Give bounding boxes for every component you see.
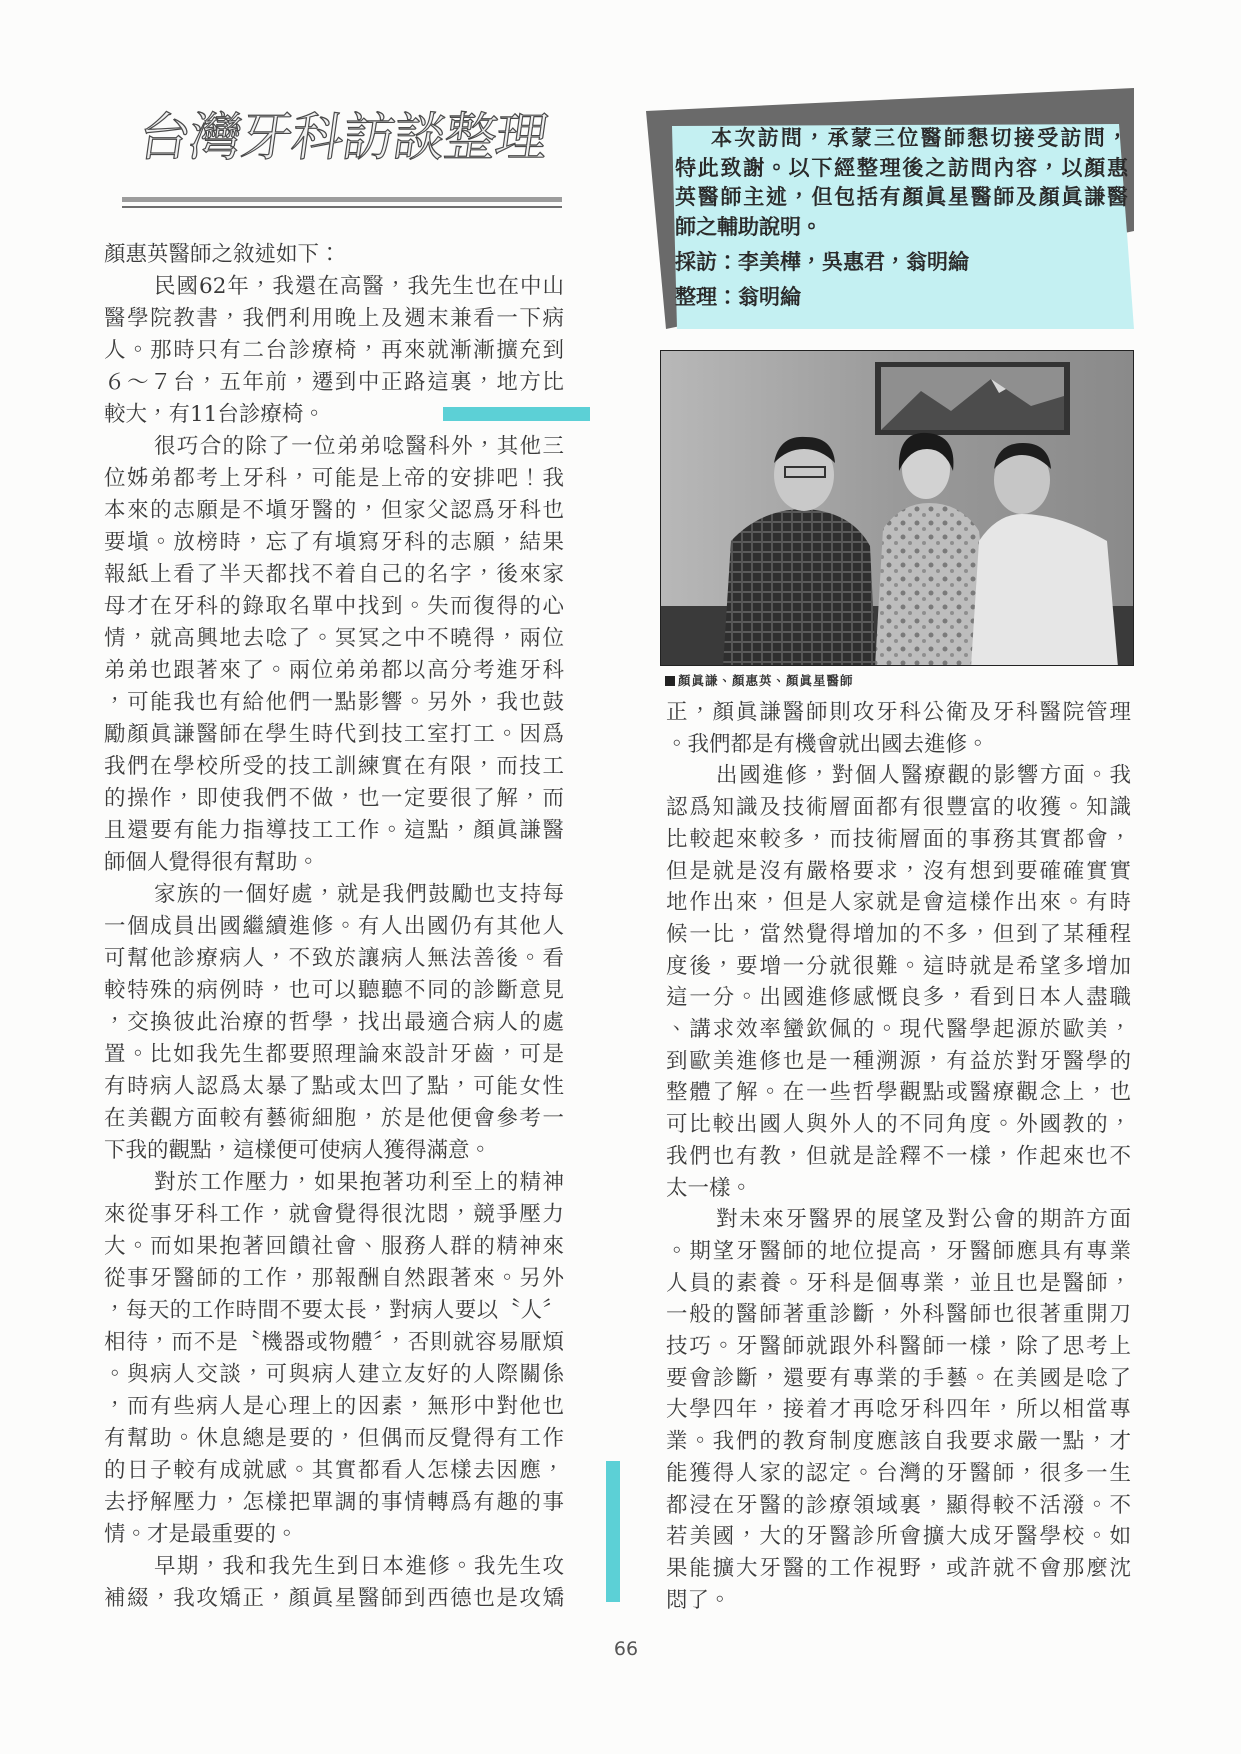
text-line: 一般的醫師著重診斷，外科醫師也很著重開刀 [666, 1302, 1131, 1328]
text-line: 人。那時只有二台診療椅，再來就漸漸擴充到 [104, 338, 564, 363]
text-line: 要會診斷，還要有專業的手藝。在美國是唸了 [666, 1365, 1131, 1391]
text-line: 業。我們的教育制度應該自我要求嚴一點，才 [666, 1429, 1131, 1455]
paragraph [104, 431, 564, 879]
interview-photo [660, 350, 1134, 666]
accent-bar-horizontal [443, 407, 590, 421]
text-line: 在美觀方面較有藝術細胞，於是他便會參考一 [104, 1106, 564, 1131]
text-line: 可比較出國人與外人的不同角度。外國教的， [666, 1112, 1131, 1138]
right-column [666, 697, 1131, 1616]
text-line: 都浸在牙醫的診療領域裏，顯得較不活潑。不 [666, 1492, 1131, 1518]
text-line: 較大，有11台診療椅。 [104, 402, 325, 427]
text-line: 能獲得人家的認定。台灣的牙醫師，很多一生 [666, 1460, 1131, 1486]
text-line: ，而有些病人是心理上的因素，無形中對他也 [104, 1394, 564, 1419]
text-line: 若美國，大的牙醫診所會擴大成牙醫學校。如 [666, 1524, 1131, 1550]
text-line: 勵顏眞謙醫師在學生時代到技工室打工。因爲 [104, 722, 564, 747]
text-line: 採訪：李美樺，吳惠君，翁明綸 [675, 248, 969, 274]
text-line: 情。才是最重要的。 [104, 1522, 298, 1547]
text-line: 相待，而不是〝機器或物體〞，否則就容易厭煩 [104, 1330, 564, 1355]
text-line: 本次訪問，承蒙三位醫師懇切接受訪問， [711, 125, 1128, 150]
text-line: 特此致謝。以下經整理後之訪問內容，以顏惠 [675, 154, 1128, 180]
paragraph [666, 1204, 1131, 1616]
editor-line [675, 282, 1128, 312]
text-line: 太一樣。 [666, 1175, 753, 1201]
paragraph [104, 1167, 564, 1551]
text-line: 出國進修，對個人醫療觀的影響方面。我 [716, 763, 1131, 789]
text-line: 整理：翁明綸 [675, 283, 801, 309]
text-line: 顏惠英醫師之敘述如下： [104, 242, 341, 267]
text-line: 師個人覺得很有幫助。 [104, 850, 320, 875]
text-line: 大。而如果抱著回饋社會、服務人群的精神來 [104, 1234, 564, 1259]
text-line: 度後，要增一分就很難。這時就是希望多增加 [666, 953, 1131, 979]
text-line: 正，顏眞謙醫師則攻牙科公衛及牙科醫院管理 [666, 700, 1131, 725]
text-line: 一個成員出國繼續進修。有人出國仍有其他人 [104, 914, 564, 939]
text-line: ，交換彼此治療的哲學，找出最適合病人的處 [104, 1010, 564, 1035]
text-line: 、講求效率蠻欽佩的。現代醫學起源於歐美， [666, 1017, 1131, 1043]
text-line: 比較起來較多，而技術層面的事務其實都會， [666, 826, 1131, 852]
text-line: 醫學院教書，我們利用晚上及週末兼看一下病 [104, 306, 564, 331]
text-line: 果能擴大牙醫的工作視野，或許就不會那麼沈 [666, 1555, 1131, 1581]
text-line: 下我的觀點，這樣便可使病人獲得滿意。 [104, 1138, 492, 1163]
caption-square-icon [665, 676, 675, 686]
text-line: 較特殊的病例時，也可以聽聽不同的診斷意見 [104, 978, 564, 1003]
text-line: 英醫師主述，但包括有顏眞星醫師及顏眞謙醫 [675, 184, 1128, 209]
text-line: 母才在牙科的錄取名單中找到。失而復得的心 [104, 594, 564, 619]
text-line: 家族的一個好處，就是我們鼓勵也支持每 [154, 882, 564, 907]
left-column [104, 239, 564, 1615]
text-line: 從事牙醫師的工作，那報酬自然跟著來。另外 [104, 1266, 564, 1291]
text-line: 可幫他診療病人，不致於讓病人無法善後。看 [104, 946, 564, 971]
paragraph-continuation [666, 697, 1131, 760]
wall-painting [875, 362, 1070, 435]
title-rule-thin [122, 206, 562, 208]
accent-bar-vertical [606, 1461, 620, 1602]
text-line: 要塡。放榜時，忘了有塡寫牙科的志願，結果 [104, 530, 564, 555]
text-line: 人員的素養。牙科是個專業，並且也是醫師， [666, 1270, 1131, 1296]
caption-text: 顏眞謙、顏惠英、顏眞星醫師 [678, 673, 854, 688]
text-line: 情，就高興地去唸了。冥冥之中不曉得，兩位 [104, 626, 564, 651]
text-line: 有時病人認爲太暴了點或太凹了點，可能女性 [104, 1074, 564, 1099]
text-line: 對於工作壓力，如果抱著功利至上的精神 [154, 1170, 564, 1195]
text-line: 整體了解。在一些哲學觀點或醫療觀念上，也 [666, 1080, 1131, 1106]
photo-caption [665, 672, 854, 690]
text-line: 來從事牙科工作，就會覺得很沈悶，競爭壓力 [104, 1202, 564, 1227]
intro-paragraph [675, 123, 1128, 241]
text-line: 悶了。 [666, 1587, 731, 1613]
paragraph [104, 879, 564, 1167]
text-line: 民國62年，我還在高醫，我先生也在中山 [154, 274, 564, 299]
text-line: 我們在學校所受的技工訓練實在有限，而技工 [104, 754, 564, 779]
text-line: 很巧合的除了一位弟弟唸醫科外，其他三 [154, 434, 564, 459]
text-line: ，每天的工作時間不要太長，對病人要以〝人〞 [104, 1298, 564, 1323]
intro-box-text [675, 123, 1128, 311]
text-line: 置。比如我先生都要照理論來設計牙齒，可是 [104, 1042, 564, 1067]
article-title: 台灣牙科訪談整理 [134, 108, 551, 168]
text-line: 技巧。牙醫師就跟外科醫師一樣，除了思考上 [666, 1334, 1131, 1360]
text-line: 補綴，我攻矯正，顏眞星醫師到西德也是攻矯 [104, 1586, 564, 1611]
text-line: 到歐美進修也是一種溯源，有益於對牙醫學的 [666, 1048, 1131, 1074]
text-line: 且還要有能力指導技工工作。這點，顏眞謙醫 [104, 818, 564, 843]
text-line: 這一分。出國進修感慨良多，看到日本人盡職 [666, 985, 1131, 1011]
interviewers-line [675, 247, 1128, 277]
text-line: 地作出來，但是人家就是會這樣作出來。有時 [666, 890, 1131, 916]
paragraph [666, 760, 1131, 1204]
text-line: 對未來牙醫界的展望及對公會的期許方面 [716, 1207, 1131, 1233]
text-line: 。期望牙醫師的地位提高，牙醫師應具有專業 [666, 1238, 1131, 1264]
text-line: 本來的志願是不塡牙醫的，但家父認爲牙科也 [104, 498, 564, 523]
text-line: 師之輔助說明。 [675, 213, 822, 239]
text-line: 候一比，當然覺得增加的不多，但到了某種程 [666, 921, 1131, 947]
paragraph [104, 1551, 564, 1615]
paragraph-intro-line [104, 239, 564, 271]
text-line: 但是就是沒有嚴格要求，沒有想到要確確實實 [666, 858, 1131, 884]
title-rule-thick [122, 197, 562, 202]
text-line: 。我們都是有機會就出國去進修。 [666, 731, 989, 757]
text-line: 認爲知識及技術層面都有很豐富的收獲。知識 [666, 795, 1131, 821]
text-line: ６～７台，五年前，遷到中正路這裏，地方比 [104, 370, 564, 395]
text-line: 。與病人交談，可與病人建立友好的人際關係 [104, 1362, 564, 1387]
text-line: 報紙上看了半天都找不着自己的名字，後來家 [104, 562, 564, 587]
text-line: 弟弟也跟著來了。兩位弟弟都以高分考進牙科 [104, 658, 564, 683]
text-line: 早期，我和我先生到日本進修。我先生攻 [154, 1554, 564, 1579]
text-line: 有幫助。休息總是要的，但偶而反覺得有工作 [104, 1426, 564, 1451]
text-line: ，可能我也有給他們一點影響。另外，我也鼓 [104, 690, 564, 715]
text-line: 的操作，即使我們不做，也一定要很了解，而 [104, 786, 564, 811]
text-line: 位姊弟都考上牙科，可能是上帝的安排吧！我 [104, 466, 564, 491]
text-line: 大學四年，接着才再唸牙科四年，所以相當專 [666, 1397, 1131, 1423]
text-line: 的日子較有成就感。其實都看人怎樣去因應， [104, 1458, 564, 1483]
text-line: 去抒解壓力，怎樣把單調的事情轉爲有趣的事 [104, 1490, 564, 1515]
text-line: 我們也有教，但就是詮釋不一樣，作起來也不 [666, 1143, 1131, 1169]
page-number: 66 [613, 1638, 639, 1660]
